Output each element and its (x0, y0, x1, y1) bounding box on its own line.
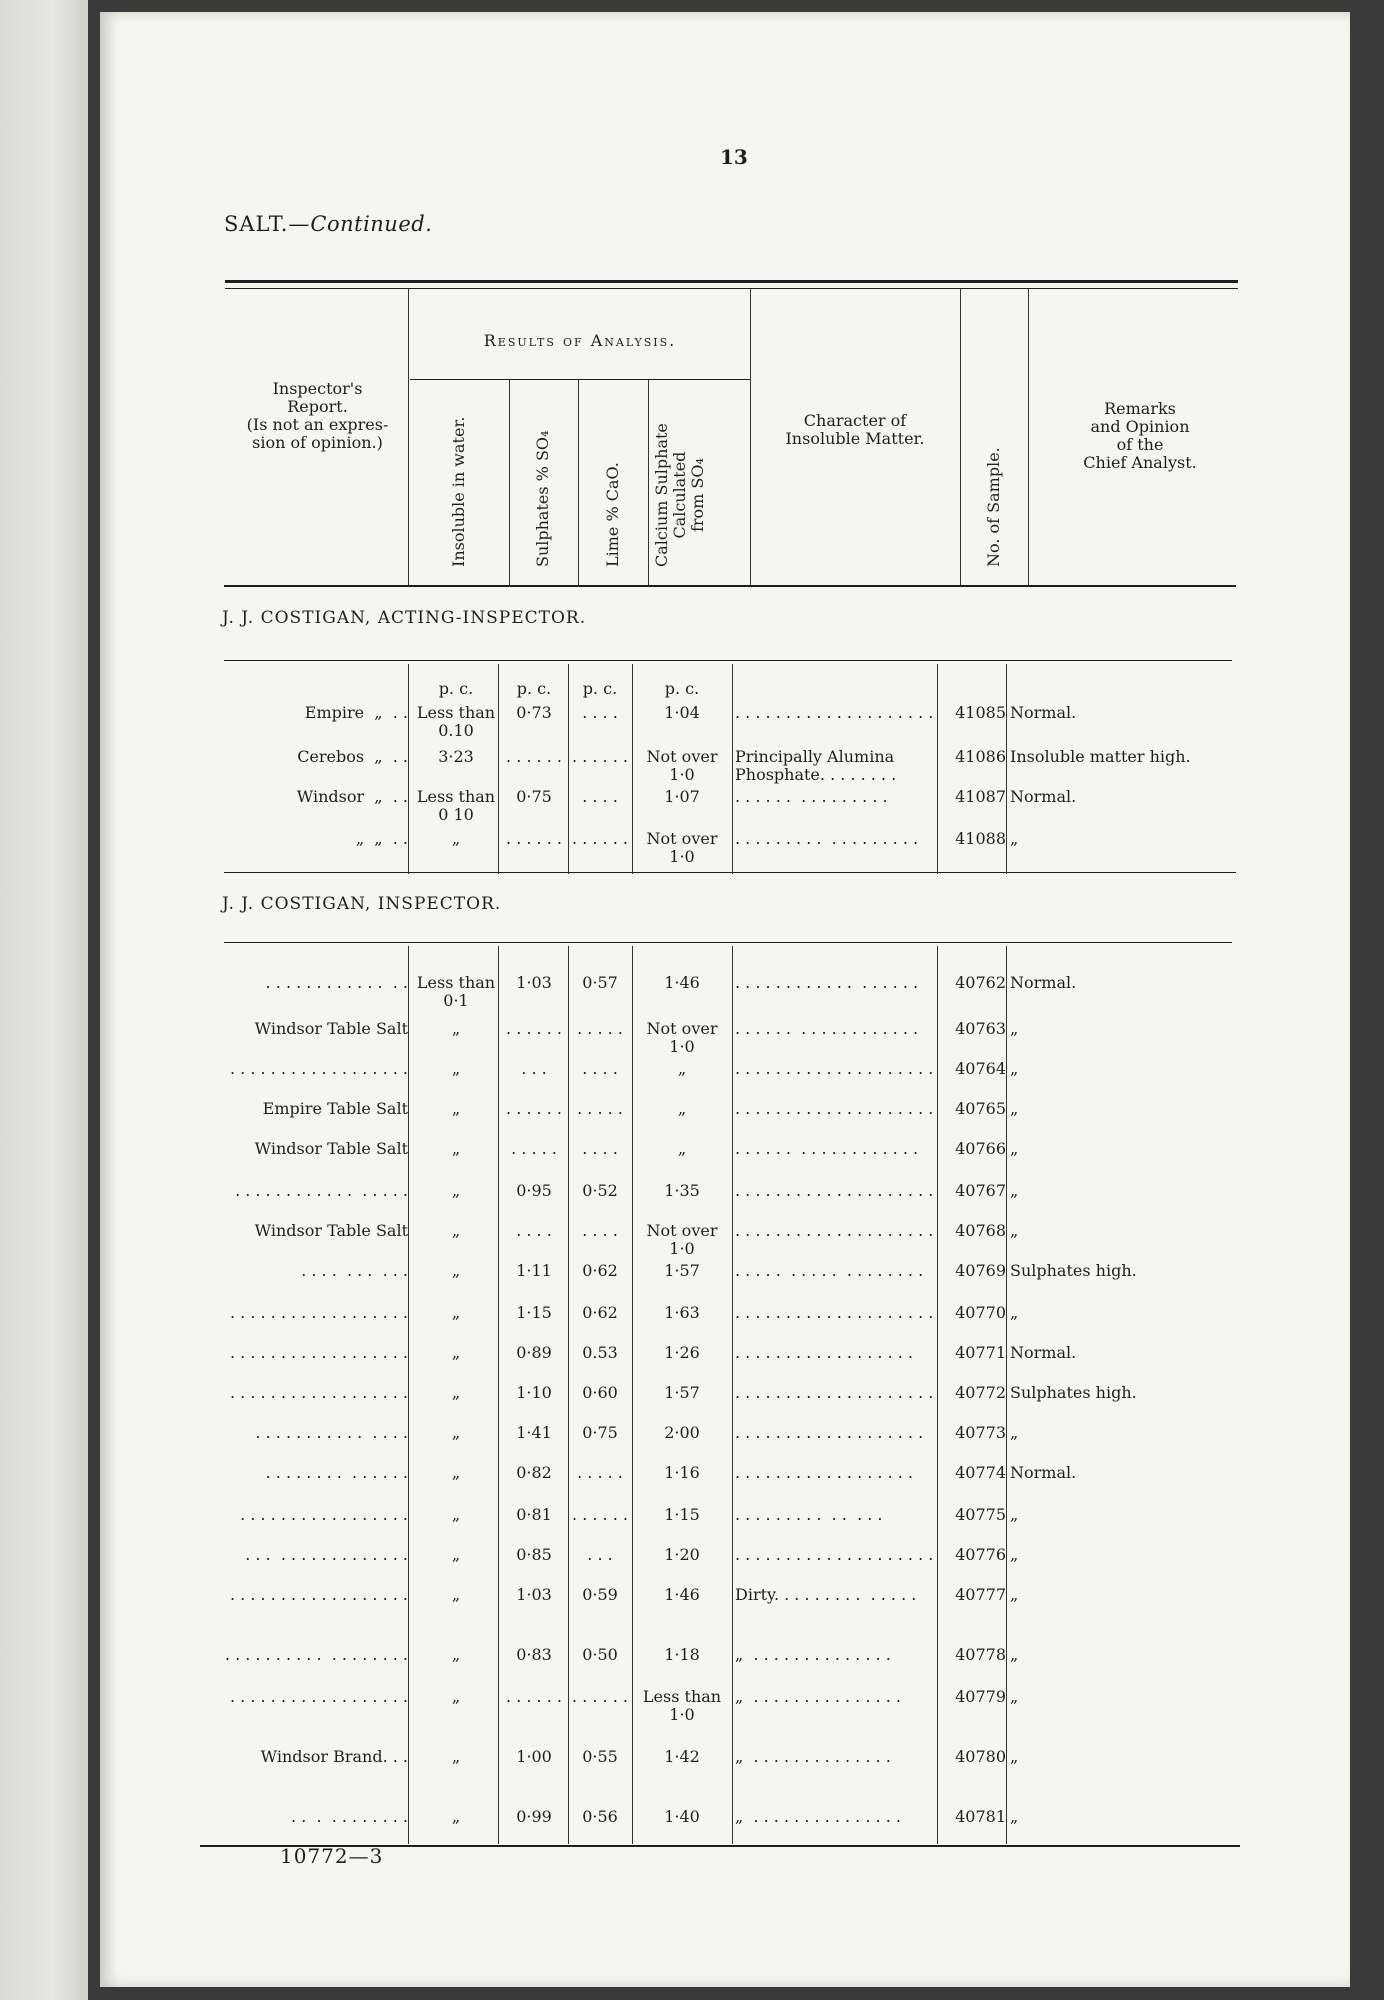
cell-lime: 0·56 (582, 1807, 618, 1826)
cell-insoluble: „ (451, 1585, 461, 1604)
cell-remarks: Normal. (1010, 787, 1077, 806)
cell-calcium: 1·18 (664, 1645, 700, 1664)
cell-calcium: 1·40 (664, 1807, 700, 1826)
cell-character: . . . . . . . . . . . . . . . (735, 787, 888, 806)
cell-report: . . . . . . . . . . . . . . . . . . (229, 1303, 408, 1322)
page-heading (224, 212, 432, 236)
cell-calcium: 1·63 (664, 1303, 700, 1322)
cell-lime: 0·52 (582, 1181, 618, 1200)
cell-sulphates: 1·11 (516, 1261, 552, 1280)
cell-character: . . . . . . . . . . . . . . . . . . (735, 1343, 914, 1362)
cell-report: . . . . . . . . . . . . . . . . . (240, 1505, 408, 1524)
header-sulphates: Sulphates % SO₄ (533, 430, 552, 567)
heading-main: SALT.— (224, 212, 311, 236)
cell-lime: 0·62 (582, 1261, 618, 1280)
heading-continued: Continued. (310, 212, 433, 236)
cell-insoluble: Less than 0·1 (416, 973, 496, 1010)
cell-remarks: „ (1010, 1181, 1019, 1200)
cell-sulphates: . . . . . . (506, 1687, 562, 1706)
cell-calcium: „ (677, 1059, 687, 1078)
cell-calcium: „ (677, 1139, 687, 1158)
cell-remarks: „ (1010, 1747, 1019, 1766)
cell-character: „ . . . . . . . . . . . . . . (735, 1645, 891, 1664)
unit-label: p. c. (582, 679, 618, 698)
cell-sulphates: 1·03 (516, 973, 552, 992)
header-divider (960, 289, 961, 587)
cell-lime: . . . . (582, 787, 618, 806)
cell-lime: 0·50 (582, 1645, 618, 1664)
cell-lime: 0·62 (582, 1303, 618, 1322)
cell-report: . . . . . . . . . . . . . . . (255, 1423, 408, 1442)
cell-lime: . . . . (582, 1221, 618, 1240)
cell-calcium: 1·46 (664, 1585, 700, 1604)
cell-character: . . . . . . . . . . . . . . . . . . (735, 1463, 914, 1482)
cell-report: . . . . . . . . . . . . . . . . (245, 1545, 408, 1564)
cell-remarks: Sulphates high. (1010, 1383, 1137, 1402)
cell-calcium: 1·04 (664, 703, 700, 722)
cell-lime: . . . . . . (572, 829, 628, 848)
section-title-inspector: J. J. COSTIGAN, INSPECTOR. (222, 894, 502, 914)
cell-remarks: „ (1010, 1645, 1019, 1664)
page-footer: 10772—3 (280, 1844, 384, 1868)
cell-character: . . . . . . . . . . . . . . . . . . . (735, 1423, 924, 1442)
cell-remarks: „ (1010, 1059, 1019, 1078)
header-divider (1028, 289, 1029, 587)
cell-remarks: „ (1010, 1019, 1019, 1038)
cell-remarks: Normal. (1010, 973, 1077, 992)
cell-sample: 41087 (955, 787, 1006, 806)
cell-sample: 40770 (955, 1303, 1006, 1322)
cell-report: . . . . . . . . . . . . . . . . . . (229, 1383, 408, 1402)
cell-character: . . . . . . . . . . . . . . . . . . (735, 1019, 919, 1038)
cell-remarks: Normal. (1010, 703, 1077, 722)
cell-remarks: „ (1010, 1545, 1019, 1564)
cell-sample: 40767 (955, 1181, 1006, 1200)
cell-sample: 40773 (955, 1423, 1006, 1442)
cell-report: Windsor Table Salt (254, 1019, 408, 1038)
cell-sulphates: . . . . . . (506, 1099, 562, 1118)
cell-report: . . . . . . . . . . (301, 1261, 408, 1280)
cell-character: . . . . . . . . . . . . . . . . . . (735, 829, 919, 848)
section1-bottom-rule (224, 872, 1236, 873)
cell-lime: . . . . . (577, 1463, 623, 1482)
header-remarks: Remarks and Opinion of the Chief Analyst. (1083, 399, 1197, 472)
cell-sulphates: 0·99 (516, 1807, 552, 1826)
cell-remarks: „ (1010, 1585, 1019, 1604)
cell-lime: . . . . . . (572, 1505, 628, 1524)
page-number: 13 (720, 145, 748, 169)
cell-report: „ „ . . (355, 829, 408, 848)
document-page (100, 12, 1350, 1987)
cell-insoluble: „ (451, 1059, 461, 1078)
cell-calcium: 1·57 (664, 1383, 700, 1402)
section-title-acting-inspector: J. J. COSTIGAN, ACTING-INSPECTOR. (222, 608, 587, 628)
cell-report: . . . . . . . . . . . . . . . . . . (229, 1343, 408, 1362)
cell-calcium: 1·26 (664, 1343, 700, 1362)
cell-sulphates: . . . . . . (506, 1019, 562, 1038)
cell-character: „ . . . . . . . . . . . . . . . (735, 1687, 901, 1706)
cell-sulphates: 1·00 (516, 1747, 552, 1766)
cell-report: . . . . . . . . . . . . . . . . . (235, 1181, 408, 1200)
cell-insoluble: Less than 0.10 (416, 703, 496, 740)
cell-calcium: 1·46 (664, 973, 700, 992)
cell-insoluble: „ (451, 1019, 461, 1038)
cell-character: . . . . . . . . . . . . . . . . . . . . (735, 1221, 934, 1240)
cell-character: . . . . . . . . . . . . . . . . . . (735, 973, 919, 992)
cell-calcium: 1·57 (664, 1261, 700, 1280)
cell-sample: 40774 (955, 1463, 1006, 1482)
cell-report: Windsor Brand. . . (260, 1747, 408, 1766)
cell-report: Windsor „ . . (296, 787, 408, 806)
cell-insoluble: „ (451, 1545, 461, 1564)
cell-lime: . . . (587, 1545, 613, 1564)
cell-remarks: Sulphates high. (1010, 1261, 1137, 1280)
cell-calcium: 2·00 (664, 1423, 700, 1442)
cell-sulphates: 0·75 (516, 787, 552, 806)
cell-sulphates: . . . (521, 1059, 547, 1078)
cell-insoluble: „ (451, 1139, 461, 1158)
column-divider (732, 664, 733, 874)
cell-remarks: Normal. (1010, 1463, 1077, 1482)
header-bottom-rule (224, 585, 1236, 587)
cell-sulphates: 0·95 (516, 1181, 552, 1200)
cell-remarks: Normal. (1010, 1343, 1077, 1362)
cell-sulphates: . . . . . (511, 1139, 557, 1158)
cell-remarks: Insoluble matter high. (1010, 747, 1191, 766)
cell-sulphates: 1·15 (516, 1303, 552, 1322)
cell-remarks: „ (1010, 829, 1019, 848)
cell-sample: 40776 (955, 1545, 1006, 1564)
cell-calcium: 1·42 (664, 1747, 700, 1766)
header-divider (750, 289, 751, 587)
cell-sample: 41085 (955, 703, 1006, 722)
header-divider (578, 380, 579, 587)
header-calcium-sulphate: Calcium Sulphate Calculated from SO₄ (652, 423, 707, 567)
top-rule-thin (225, 288, 1238, 289)
cell-character: . . . . . . . . . . . . . . . . . . . . (735, 1303, 934, 1322)
cell-report: Empire Table Salt (262, 1099, 408, 1118)
cell-lime: . . . . . (577, 1099, 623, 1118)
cell-report: Windsor Table Salt (254, 1221, 408, 1240)
cell-calcium: „ (677, 1099, 687, 1118)
cell-sample: 40762 (955, 973, 1006, 992)
cell-character: „ . . . . . . . . . . . . . . (735, 1747, 891, 1766)
cell-lime: . . . . (582, 1059, 618, 1078)
cell-insoluble: „ (451, 1303, 461, 1322)
cell-character: . . . . . . . . . . . . . . . . . . (735, 1261, 924, 1280)
unit-label: p. c. (664, 679, 700, 698)
cell-sample: 40772 (955, 1383, 1006, 1402)
cell-insoluble: „ (451, 1099, 461, 1118)
section2-top-rule (224, 942, 1232, 943)
cell-calcium: 1·20 (664, 1545, 700, 1564)
cell-insoluble: „ (451, 1687, 461, 1706)
cell-sample: 40781 (955, 1807, 1006, 1826)
cell-lime: . . . . . (577, 1019, 623, 1038)
cell-sample: 41086 (955, 747, 1006, 766)
cell-lime: 0·57 (582, 973, 618, 992)
cell-report: . . . . . . . . . . . . . . (265, 1463, 408, 1482)
cell-report: . . . . . . . . . . . . . . (265, 973, 408, 992)
top-rule-thick (225, 280, 1238, 283)
cell-insoluble: „ (451, 1463, 461, 1482)
cell-character: . . . . . . . . . . . . . . (735, 1505, 883, 1524)
header-sample-no: No. of Sample. (984, 447, 1003, 567)
cell-report: . . . . . . . . . . . . . . . . . . (224, 1645, 408, 1664)
cell-lime: . . . . . . (572, 1687, 628, 1706)
cell-sulphates: 0·85 (516, 1545, 552, 1564)
cell-insoluble: „ (451, 1221, 461, 1240)
cell-sample: 40780 (955, 1747, 1006, 1766)
cell-character: Dirty. . . . . . . . . . . . . . (735, 1585, 917, 1604)
cell-calcium: 1·07 (664, 787, 700, 806)
header-character: Character of Insoluble Matter. (785, 411, 925, 448)
cell-insoluble: „ (451, 1747, 461, 1766)
cell-character: Principally Alumina Phosphate. . . . . . . . (735, 747, 897, 784)
cell-sample: 40775 (955, 1505, 1006, 1524)
cell-sulphates: 1·03 (516, 1585, 552, 1604)
unit-label: p. c. (516, 679, 552, 698)
cell-sulphates: 0·89 (516, 1343, 552, 1362)
cell-lime: . . . . (582, 703, 618, 722)
cell-calcium: 1·15 (664, 1505, 700, 1524)
cell-sample: 40771 (955, 1343, 1006, 1362)
cell-remarks: „ (1010, 1221, 1019, 1240)
cell-sulphates: . . . . . . (506, 747, 562, 766)
header-divider (408, 289, 409, 587)
cell-insoluble: „ (451, 1261, 461, 1280)
cell-remarks: „ (1010, 1099, 1019, 1118)
cell-remarks: „ (1010, 1303, 1019, 1322)
cell-insoluble: „ (451, 1505, 461, 1524)
cell-character: . . . . . . . . . . . . . . . . . . . . (735, 1383, 934, 1402)
cell-insoluble: „ (451, 829, 461, 848)
cell-sample: 40778 (955, 1645, 1006, 1664)
cell-calcium: 1·16 (664, 1463, 700, 1482)
cell-character: „ . . . . . . . . . . . . . . . (735, 1807, 901, 1826)
cell-sample: 40777 (955, 1585, 1006, 1604)
cell-sulphates: 1·10 (516, 1383, 552, 1402)
cell-calcium: 1·35 (664, 1181, 700, 1200)
cell-report: . . . . . . . . . . . (291, 1807, 408, 1826)
cell-sulphates: 0·73 (516, 703, 552, 722)
unit-label: p. c. (438, 679, 474, 698)
column-divider (1006, 664, 1007, 874)
header-insoluble: Insoluble in water. (449, 416, 468, 567)
cell-character: . . . . . . . . . . . . . . . . . . . . (735, 1545, 934, 1564)
header-inspector-report: Inspector's Report. (Is not an expres- sion of opinion.) (246, 379, 389, 452)
cell-sample: 40768 (955, 1221, 1006, 1240)
cell-character: . . . . . . . . . . . . . . . . . . . . (735, 1099, 934, 1118)
cell-lime: 0·60 (582, 1383, 618, 1402)
cell-report: Cerebos „ . . (297, 747, 408, 766)
cell-insoluble: „ (451, 1383, 461, 1402)
results-underline (410, 379, 750, 380)
cell-sulphates: 0·82 (516, 1463, 552, 1482)
header-divider (648, 380, 649, 587)
cell-sulphates: 1·41 (516, 1423, 552, 1442)
cell-calcium: Not over 1·0 (646, 829, 718, 866)
cell-character: . . . . . . . . . . . . . . . . . . . . (735, 1181, 934, 1200)
header-lime: Lime % CaO. (603, 462, 622, 567)
cell-report: . . . . . . . . . . . . . . . . . . (229, 1585, 408, 1604)
cell-insoluble: „ (451, 1343, 461, 1362)
cell-sample: 40765 (955, 1099, 1006, 1118)
cell-lime: 0·55 (582, 1747, 618, 1766)
cell-report: . . . . . . . . . . . . . . . . . . (229, 1687, 408, 1706)
cell-sulphates: . . . . (516, 1221, 552, 1240)
cell-insoluble: Less than 0 10 (416, 787, 496, 824)
cell-sample: 40763 (955, 1019, 1006, 1038)
cell-lime: 0·75 (582, 1423, 618, 1442)
cell-character: . . . . . . . . . . . . . . . . . . . . (735, 703, 934, 722)
cell-sulphates: 0·83 (516, 1645, 552, 1664)
cell-character: . . . . . . . . . . . . . . . . . . . . (735, 1059, 934, 1078)
cell-character: . . . . . . . . . . . . . . . . . . (735, 1139, 919, 1158)
cell-insoluble: 3·23 (438, 747, 474, 766)
cell-remarks: „ (1010, 1139, 1019, 1158)
cell-insoluble: „ (451, 1645, 461, 1664)
cell-remarks: „ (1010, 1687, 1019, 1706)
cell-report: Empire „ . . (304, 703, 408, 722)
section1-top-rule (224, 660, 1232, 661)
cell-sample: 40779 (955, 1687, 1006, 1706)
cell-insoluble: „ (451, 1807, 461, 1826)
column-divider (1006, 946, 1007, 1844)
column-divider (732, 946, 733, 1844)
cell-remarks: „ (1010, 1423, 1019, 1442)
cell-lime: 0.53 (582, 1343, 618, 1362)
cell-lime: 0·59 (582, 1585, 618, 1604)
cell-sample: 40766 (955, 1139, 1006, 1158)
left-page-edge (0, 0, 88, 2000)
cell-sulphates: 0·81 (516, 1505, 552, 1524)
cell-sample: 40769 (955, 1261, 1006, 1280)
header-divider (509, 380, 510, 587)
cell-report: . . . . . . . . . . . . . . . . . . (229, 1059, 408, 1078)
cell-calcium: Not over 1·0 (646, 1221, 718, 1258)
header-results-of-analysis: Results of Analysis. (483, 331, 677, 350)
cell-lime: . . . . . . (572, 747, 628, 766)
cell-calcium: Not over 1·0 (646, 1019, 718, 1056)
column-divider (408, 946, 409, 1844)
cell-calcium: Less than 1·0 (642, 1687, 722, 1724)
cell-report: Windsor Table Salt (254, 1139, 408, 1158)
cell-remarks: „ (1010, 1807, 1019, 1826)
cell-lime: . . . . (582, 1139, 618, 1158)
column-divider (408, 664, 409, 874)
cell-remarks: „ (1010, 1505, 1019, 1524)
cell-sulphates: . . . . . . (506, 829, 562, 848)
cell-sample: 40764 (955, 1059, 1006, 1078)
cell-insoluble: „ (451, 1423, 461, 1442)
cell-sample: 41088 (955, 829, 1006, 848)
cell-insoluble: „ (451, 1181, 461, 1200)
cell-calcium: Not over 1·0 (646, 747, 718, 784)
